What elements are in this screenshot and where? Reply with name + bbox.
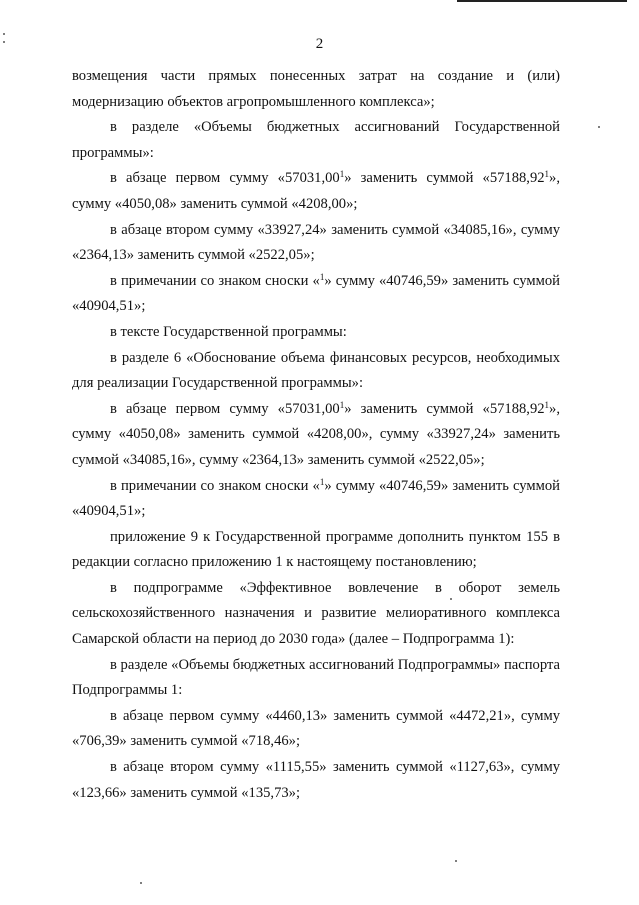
scan-speck [3,41,5,43]
paragraph-text: в тексте Государственной программы: [110,323,347,340]
footnote-mark: 1 [339,169,345,180]
paragraph-text: в разделе «Объемы бюджетных ассигнований Государственной программы»: [72,119,560,161]
paragraph-text: », сумму «4050,08» заменить суммой «4208,00»; [72,170,560,212]
paragraph [72,397,560,474]
paragraph [72,525,560,576]
paragraph [72,704,560,755]
scan-speck [598,126,600,128]
footnote-mark: 1 [319,271,325,282]
paragraph [72,218,560,269]
paragraph-text: в абзаце первом сумму «57031,00 [110,170,340,187]
paragraph-text: в разделе 6 «Обоснование объема финансовых ресурсов, необходимых для реализации Государственной программы»: [72,349,560,392]
scan-speck [455,860,457,862]
top-edge-rule [457,0,627,2]
paragraph [72,755,560,806]
paragraph [72,653,560,704]
scan-speck [140,882,142,884]
footnote-mark: 1 [544,399,550,410]
paragraph-text: в абзаце первом сумму «4460,13» заменить суммой «4472,21», сумму «706,39» заменить суммой «718,46»; [72,707,560,750]
paragraph-text: в разделе «Объемы бюджетных ассигнований Подпрограммы» паспорта Подпрограммы 1: [72,656,560,699]
document-body [72,64,560,806]
footnote-mark: 1 [339,399,345,410]
paragraph [72,166,560,217]
paragraph [72,320,560,346]
paragraph [72,115,560,166]
paragraph-text: в абзаце первом сумму «57031,00 [110,400,340,417]
paragraph-text: » заменить суммой «57188,92 [344,400,545,417]
scan-speck [450,598,452,600]
paragraph-text: в подпрограмме «Эффективное вовлечение в оборот земель сельскохозяйственного назначения и развитие мелиоративного комплекса Самарской области на период до 2030 года» (далее – Подпрограмма 1): [72,579,560,648]
paragraph-text: » сумму «40746,59» заменить суммой «40904,51»; [72,272,560,315]
paragraph-text: в абзаце втором сумму «33927,24» заменить суммой «34085,16», сумму «2364,13» заменить суммой «2522,05»; [72,221,560,264]
paragraph-text: в примечании со знаком сноски « [110,477,320,494]
paragraph [72,346,560,397]
footnote-mark: 1 [319,476,325,487]
paragraph [72,576,560,653]
paragraph-text: в примечании со знаком сноски « [110,272,320,289]
paragraph-text: возмещения части прямых понесенных затрат на создание и (или) модернизацию объектов агропромышленного комплекса»; [72,68,560,110]
paragraph-text: приложение 9 к Государственной программе дополнить пунктом 155 в редакции согласно приложению 1 к настоящему постановлению; [72,528,560,571]
paragraph-text: » заменить суммой «57188,92 [344,170,545,187]
paragraph-text: » сумму «40746,59» заменить суммой «40904,51»; [72,477,560,520]
paragraph-text: в абзаце втором сумму «1115,55» заменить суммой «1127,63», сумму «123,66» заменить суммой «135,73»; [72,759,560,801]
scan-speck [3,33,5,35]
paragraph-text: », сумму «4050,08» заменить суммой «4208,00», сумму «33927,24» заменить суммой «34085,16», сумму «2364,13» заменить суммой «2522,05»; [72,400,560,468]
footnote-mark: 1 [544,169,550,180]
page-number: 2 [315,36,324,52]
paragraph [72,474,560,525]
paragraph [72,269,560,320]
paragraph [72,64,560,115]
